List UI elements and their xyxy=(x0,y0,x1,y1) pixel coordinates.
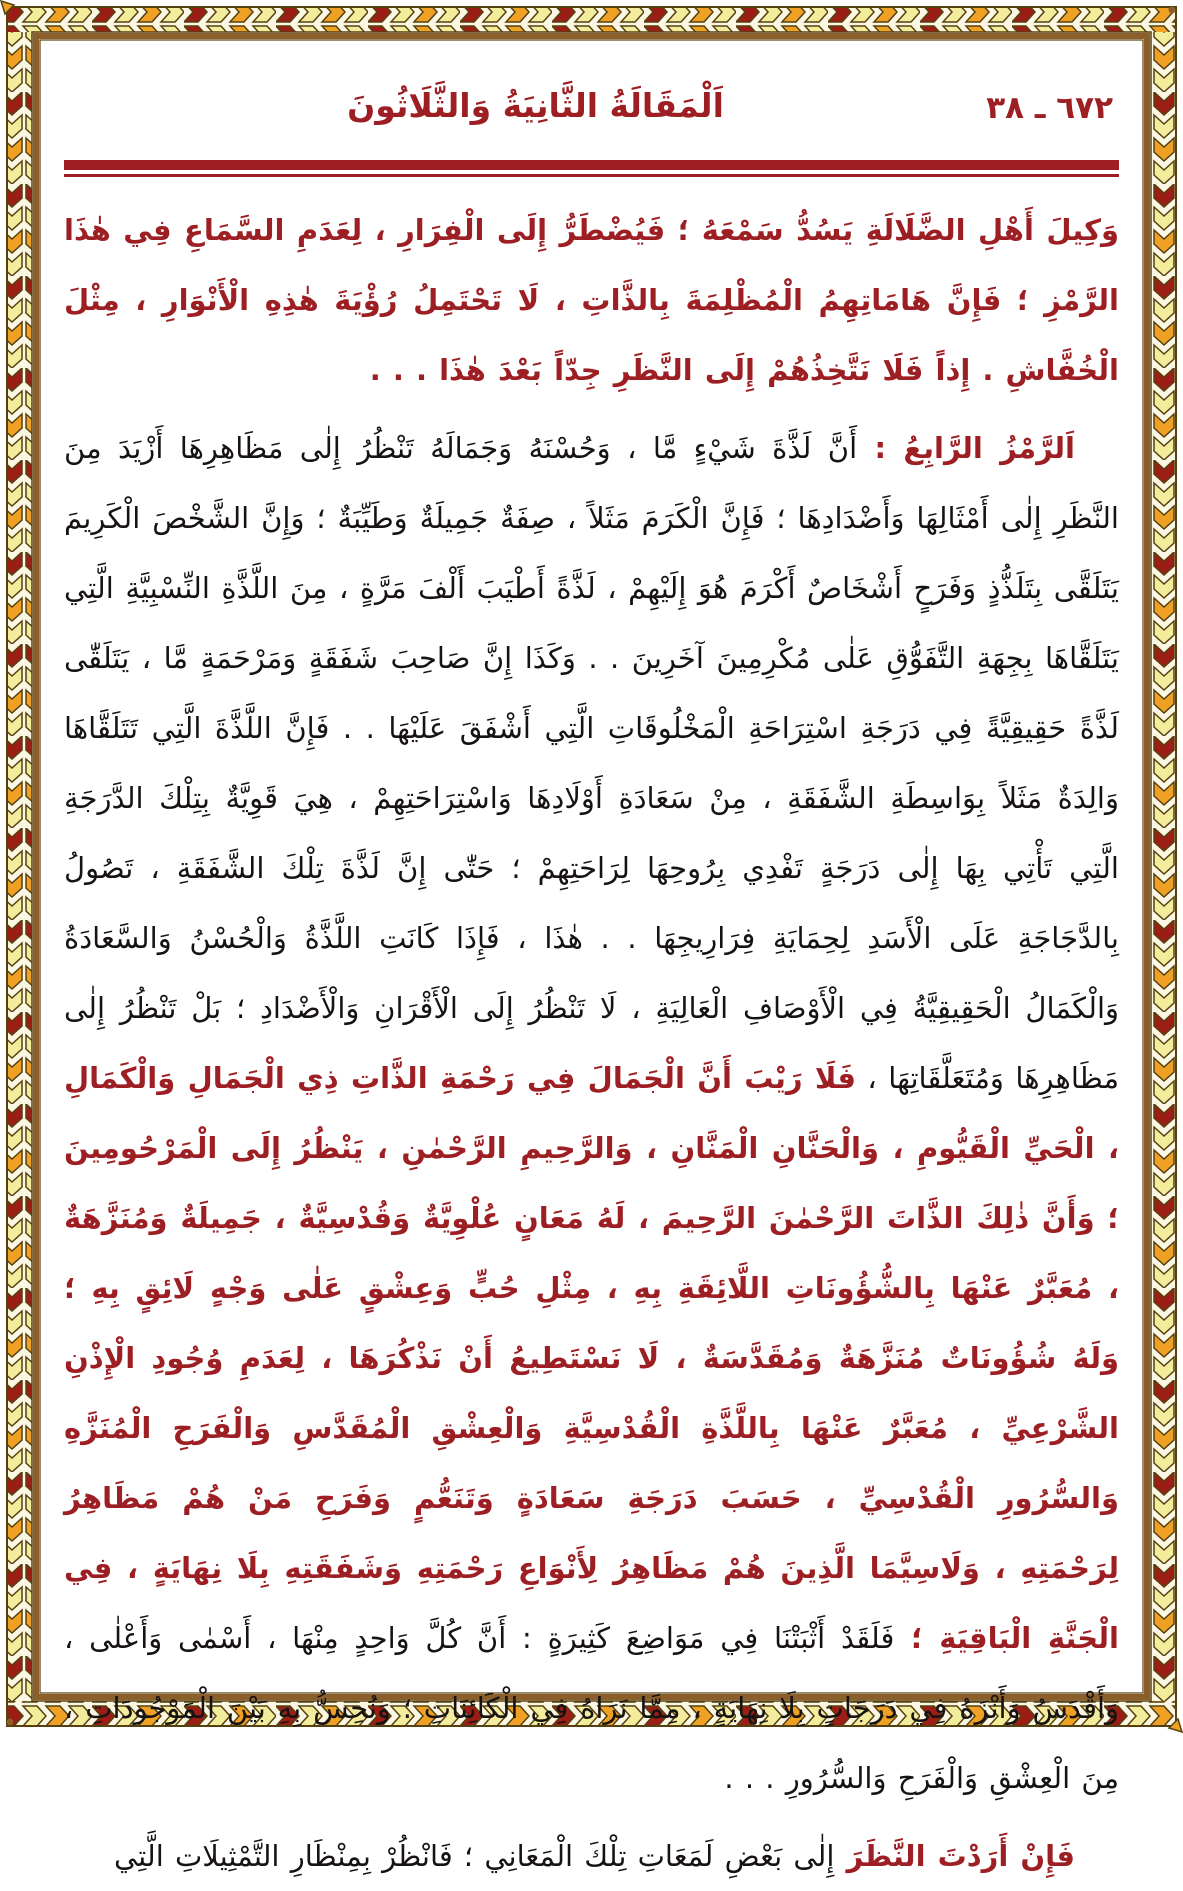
paragraph xyxy=(64,1821,1119,1891)
text-segment-ink: فَلَقَدْ أَثْبَتْنَا فِي مَوَاضِعَ كَثِيرَةٍ : أَنَّ كُلَّ وَاحِدٍ مِنْهَا ، أَسْمٰى وَأَعْلٰى ، وَأَقْدَسُ وَأَنْزَهُ فِي دَرَجَاتٍ بِلَا نِهَايَةٍ ، مِمَّا نَرَاهُ فِي الْكَائِنَاتِ ؛ وَنُحِسُّ بِهِ بَيْنَ الْمَوْجُودَاتِ ، مِنَ الْعِشْقِ وَالْفَرَحِ وَالسُّرُورِ . . . xyxy=(64,1621,1119,1795)
paragraph xyxy=(64,413,1119,1813)
page-content xyxy=(42,42,1141,1873)
text-segment-maroon: فَلَا رَيْبَ أَنَّ الْجَمَالَ فِي رَحْمَةِ الذَّاتِ ذِي الْجَمَالِ وَالْكَمَالِ ، الْحَيِّ الْقَيُّومِ ، وَالْحَنَّانِ الْمَنَّانِ ، وَالرَّحِيمِ الرَّحْمٰنِ ، يَنْظُرُ إِلَى الْمَرْحُومِينَ ؛ وَأَنَّ ذٰلِكَ الذَّاتَ الرَّحْمٰنَ الرَّحِيمَ ، لَهُ مَعَانٍ عُلْوِيَّةٌ وَقُدْسِيَّةٌ ، جَمِيلَةٌ وَمُنَزَّهَةٌ ، مُعَبَّرٌ عَنْهَا بِالشُّؤُونَاتِ اللَّائِقَةِ بِهِ ، مِثْلِ حُبٍّ وَعِشْقٍ عَلٰى وَجْهٍ لَائِقٍ بِهِ ؛ وَلَهُ شُؤُونَاتٌ مُنَزَّهَةٌ وَمُقَدَّسَةٌ ، لَا نَسْتَطِيعُ أَنْ نَذْكُرَهَا ، لِعَدَمِ وُجُودِ الْإِذْنِ الشَّرْعِيِّ ، مُعَبَّرٌ عَنْهَا بِاللَّذَّةِ الْقُدْسِيَّةِ وَالْعِشْقِ الْمُقَدَّسِ وَالْفَرَحِ الْمُنَزَّهِ وَالسُّرُورِ الْقُدْسِيِّ ، حَسَبَ دَرَجَةِ سَعَادَةٍ وَتَنَعُّمٍ وَفَرَحِ مَنْ هُمْ مَظَاهِرُ لِرَحْمَتِهِ ، وَلَاسِيَّمَا الَّذِينَ هُمْ مَظَاهِرُ لِأَنْوَاعِ رَحْمَتِهِ وَشَفَقَتِهِ بِلَا نِهَايَةٍ ، فِي الْجَنَّةِ الْبَاقِيَةِ ؛ xyxy=(64,1061,1119,1655)
corner-knob-top-right xyxy=(1169,7,1176,14)
text-segment-ink: أَنَّ لَذَّةَ شَيْءٍ مَّا ، وَحُسْنَهُ وَجَمَالَهُ تَنْظُرُ إِلٰى مَظَاهِرِهَا أَزْيَدَ مِنَ النَّظَرِ إِلٰى أَمْثَالِهَا وَأَضْدَادِهَا ؛ فَإِنَّ الْكَرَمَ مَثَلاً ، صِفَةٌ جَمِيلَةٌ وَطَيِّبَةٌ ؛ وَإِنَّ الشَّخْصَ الْكَرِيمَ يَتَلَقَّى بِتَلَذُّذٍ وَفَرَحٍ أَشْخَاصٌ أَكْرَمَ هُوَ إِلَيْهِمْ ، لَذَّةً أَطْيَبَ أَلْفَ مَرَّةٍ ، مِنَ اللَّذَّةِ النِّسْبِيَّةِ الَّتِي يَتَلَقَّاهَا بِجِهَةِ التَّفَوُّقِ عَلٰى مُكْرِمِينَ آخَرِينَ . . وَكَذَا إِنَّ صَاحِبَ شَفَقَةٍ وَمَرْحَمَةٍ مَّا ، يَتَلَقّٰى لَذَّةً حَقِيقِيَّةً فِي دَرَجَةِ اسْتِرَاحَةِ الْمَخْلُوقَاتِ الَّتِي أَشْفَقَ عَلَيْهَا . . فَإِنَّ اللَّذَّةَ الَّتِي تَتَلَقَّاهَا وَالِدَةٌ مَثَلاً بِوَاسِطَةِ الشَّفَقَةِ ، مِنْ سَعَادَةِ أَوْلَادِهَا وَاسْتِرَاحَتِهِمْ ، هِيَ قَوِيَّةٌ بِتِلْكَ الدَّرَجَةِ الَّتِي تَأْتِي بِهَا إِلٰى دَرَجَةٍ تَفْدِي بِرُوحِهَا لِرَاحَتِهِمْ ؛ حَتّٰى إِنَّ لَذَّةَ تِلْكَ الشَّفَقَةِ ، تَصُولُ بِالدَّجَاجَةِ عَلَى الْأَسَدِ لِحِمَايَةِ فِرَارِيجِهَا . . هٰذَا ، فَإِذَا كَانَتِ اللَّذَّةُ وَالْحُسْنُ وَالسَّعَادَةُ وَالْكَمَالُ الْحَقِيقِيَّةُ فِي الْأَوْصَافِ الْعَالِيَةِ ، لَا تَنْظُرُ إِلَى الْأَقْرَانِ وَالْأَضْدَادِ ؛ بَلْ تَنْظُرُ إِلٰى مَظَاهِرِهَا وَمُتَعَلَّقَاتِهَا ، xyxy=(64,431,1119,1095)
text-segment-maroon: وَكِيلَ أَهْلِ الضَّلَالَةِ يَسُدُّ سَمْعَهُ ؛ فَيُضْطَرُّ إِلَى الْفِرَارِ ، لِعَدَمِ السَّمَاعِ فِي هٰذَا الرَّمْزِ ؛ فَإِنَّ هَامَاتِهِمُ الْمُظْلِمَةَ بِالذَّاتِ ، لَا تَحْتَمِلُ رُؤْيَةَ هٰذِهِ الْأَنْوَارِ ، مِثْلَ الْخُفَّاشِ . إِذاً فَلَا نَتَّخِذُهُمْ إِلَى النَّظَرِ جِدّاً بَعْدَ هٰذَا . . . xyxy=(64,213,1119,387)
text-segment-maroon: اَلرَّمْزُ الرَّابِعُ : xyxy=(857,431,1075,465)
page-number: ٦٧٢ ـ ٣٨ xyxy=(986,90,1113,126)
text-segment-maroon: فَإِنْ أَرَدْتَ النَّظَرَ xyxy=(834,1839,1075,1873)
corner-knob-bottom-left xyxy=(7,1719,14,1726)
divider-thin-line xyxy=(64,174,1119,177)
divider-thick-line xyxy=(64,160,1119,170)
header-divider xyxy=(64,160,1119,177)
text-segment-ink: إِلٰى بَعْضِ لَمَعَاتِ تِلْكَ الْمَعَانِي ؛ فَانْظُرْ بِمِنْظَارِ التَّمْثِيلَاتِ الَّتِي xyxy=(113,1839,835,1873)
body-text xyxy=(64,195,1119,1891)
page-header xyxy=(64,86,1119,148)
page-title: اَلْمَقَالَةُ الثَّانِيَةُ وَالثَّلَاثُونَ xyxy=(347,86,724,125)
paragraph xyxy=(64,195,1119,405)
